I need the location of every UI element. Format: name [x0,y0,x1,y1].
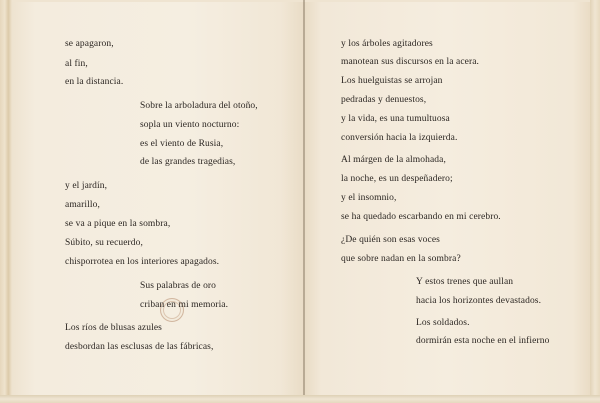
poem-line: Los huelguistas se arrojan [341,76,443,86]
poem-line: es el viento de Rusia, [140,139,224,149]
poem-line: se ha quedado escarbando en mi cerebro. [341,212,501,222]
left-page [12,2,305,395]
book-gutter [303,0,305,395]
poem-line: ¿De quién son esas voces [341,235,440,245]
poem-line: se va a pique en la sombra, [65,219,171,229]
poem-line: y los árboles agitadores [341,39,433,49]
poem-line: y el jardín, [65,181,108,191]
poem-line: al fin, [65,59,88,69]
poem-line: amarillo, [65,200,100,210]
page-edge-right [590,0,600,403]
poem-line: se apagaron, [65,39,114,49]
poem-line: dormirán esta noche en el infierno [416,336,550,346]
poem-line: conversión hacia la izquierda. [341,133,458,143]
page-edge-bottom [0,395,600,403]
poem-line: pedradas y denuestos, [341,95,427,105]
poem-line: criban en mi memoria. [140,300,229,310]
poem-line: Los soldados. [416,318,470,328]
poem-line: Súbito, su recuerdo, [65,238,143,248]
page-edge-left [0,0,12,403]
poem-line: hacia los horizontes devastados. [416,296,542,306]
poem-line: en la distancia. [65,77,124,87]
poem-line: que sobre nadan en la sombra? [341,254,461,264]
poem-line: sopla un viento nocturno: [140,120,240,130]
poem-line: chisporrotea en los interiores apagados. [65,257,220,267]
poem-line: Sus palabras de oro [140,281,217,291]
poem-line: Y estos trenes que aullan [416,277,514,287]
poem-line: y el insomnio, [341,193,397,203]
poem-line: la noche, es un despeñadero; [341,174,453,184]
poem-line: Sobre la arboladura del otoño, [140,101,258,111]
poem-line: de las grandes tragedias, [140,157,236,167]
poem-line: desbordan las esclusas de las fábricas, [65,342,214,352]
poem-line: y la vida, es una tumultuosa [341,114,450,124]
poem-line: Al márgen de la almohada, [341,155,446,165]
poem-line: Los ríos de blusas azules [65,323,162,333]
poem-line: manotean sus discursos en la acera. [341,57,480,67]
